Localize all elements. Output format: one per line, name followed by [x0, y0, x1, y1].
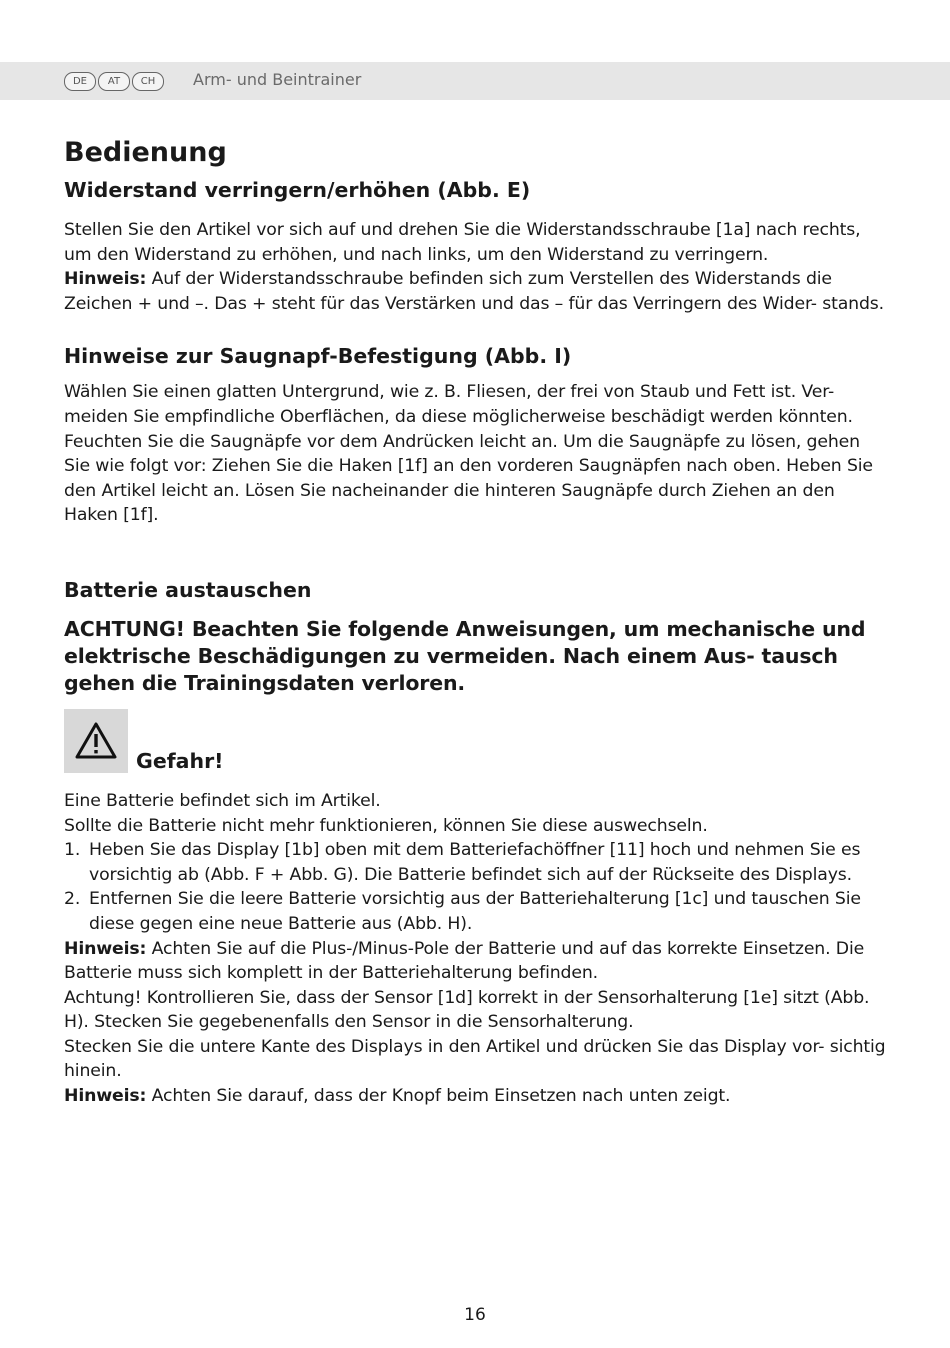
- note-label: Hinweis:: [64, 269, 147, 290]
- resistance-body: Stellen Sie den Artikel vor sich auf und drehen Sie die Widerstandsschraube [1a] nach rechts, um den Widerstand zu erhöhen, und nach links, um den Widerstand zu verringern.: [64, 220, 861, 265]
- note-label: Hinweis:: [64, 938, 147, 959]
- warning-triangle-icon: [64, 709, 128, 773]
- note-label: Hinweis:: [64, 1086, 147, 1107]
- battery-note-1: [64, 937, 889, 986]
- list-item: [64, 838, 889, 887]
- country-badge-de: DE: [64, 72, 96, 91]
- danger-label: Gefahr!: [136, 748, 224, 773]
- list-item-text: Entfernen Sie die leere Batterie vorsichtig aus der Batteriehalterung [1c] und tauschen Sie diese gegen eine neue Batterie aus (Abb. H).: [89, 889, 861, 934]
- country-badges: [64, 72, 166, 91]
- note-text: Achten Sie darauf, dass der Knopf beim Einsetzen nach unten zeigt.: [146, 1086, 731, 1107]
- page-content: [64, 134, 889, 1109]
- country-badge-ch: CH: [132, 72, 164, 91]
- battery-line-2: Sollte die Batterie nicht mehr funktionieren, können Sie diese auswechseln.: [64, 815, 708, 836]
- battery-insert: Stecken Sie die untere Kante des Displays in den Artikel und drücken Sie das Display vor- sichtig hinein.: [64, 1036, 886, 1082]
- battery-note-2: [64, 1084, 889, 1109]
- battery-line-1: Eine Batterie befindet sich im Artikel.: [64, 790, 381, 811]
- list-item-number: 1.: [64, 840, 81, 861]
- battery-warning: ACHTUNG! Beachten Sie folgende Anweisungen, um mechanische und elektrische Beschädigungen zu vermeiden. Nach einem Aus- tausch gehen die Trainingsdaten verloren.: [64, 616, 866, 695]
- list-item-text: Heben Sie das Display [1b] oben mit dem Batteriefachöffner [11] hoch und nehmen Sie es vorsichtig ab (Abb. F + Abb. G). Die Batterie befindet sich auf der Rückseite des Displays.: [89, 840, 861, 885]
- list-item: [64, 887, 889, 936]
- header-title: Arm- und Beintrainer: [193, 70, 362, 89]
- danger-row: [64, 709, 889, 773]
- list-item-number: 2.: [64, 889, 81, 910]
- resistance-note: [64, 267, 889, 316]
- resistance-heading: Widerstand verringern/erhöhen (Abb. E): [64, 178, 531, 202]
- battery-caution: Achtung! Kontrollieren Sie, dass der Sensor [1d] korrekt in der Sensorhalterung [1e] sitzt (Abb. H). Stecken Sie gegebenenfalls den Sensor in die Sensorhalterung.: [64, 987, 870, 1033]
- battery-heading: Batterie austauschen: [64, 577, 312, 602]
- suction-body: Wählen Sie einen glatten Untergrund, wie z. B. Fliesen, der frei von Staub und Fett ist. Ver- meiden Sie empfindliche Oberflächen, da diese möglicherweise beschädigt werden könnten. Feuchten Sie die Saugnäpfe vor dem Andrücken leicht an. Um die Saugnäpfe zu lösen, gehen Sie wie folgt vor: Ziehen Sie die Haken [1f] an den vorderen Saugnäpfen nach oben. Heben Sie den Artikel leicht an. Lösen Sie nacheinander die hinteren Saugnäpfe durch Ziehen an den Haken [1f].: [64, 382, 873, 526]
- note-text: Auf der Widerstandsschraube befinden sich zum Verstellen des Widerstands die Zeichen + und –. Das + steht für das Verstärken und das – für das Verringern des Wider- stands.: [64, 269, 884, 314]
- country-badge-at: AT: [98, 72, 130, 91]
- note-text: Achten Sie auf die Plus-/Minus-Pole der Batterie und auf das korrekte Einsetzen. Die Batterie muss sich komplett in der Batteriehalterung befinden.: [64, 938, 865, 984]
- suction-heading: Hinweise zur Saugnapf-Befestigung (Abb. I): [64, 344, 572, 369]
- page-number: 16: [464, 1305, 486, 1325]
- section-title: Bedienung: [64, 137, 227, 168]
